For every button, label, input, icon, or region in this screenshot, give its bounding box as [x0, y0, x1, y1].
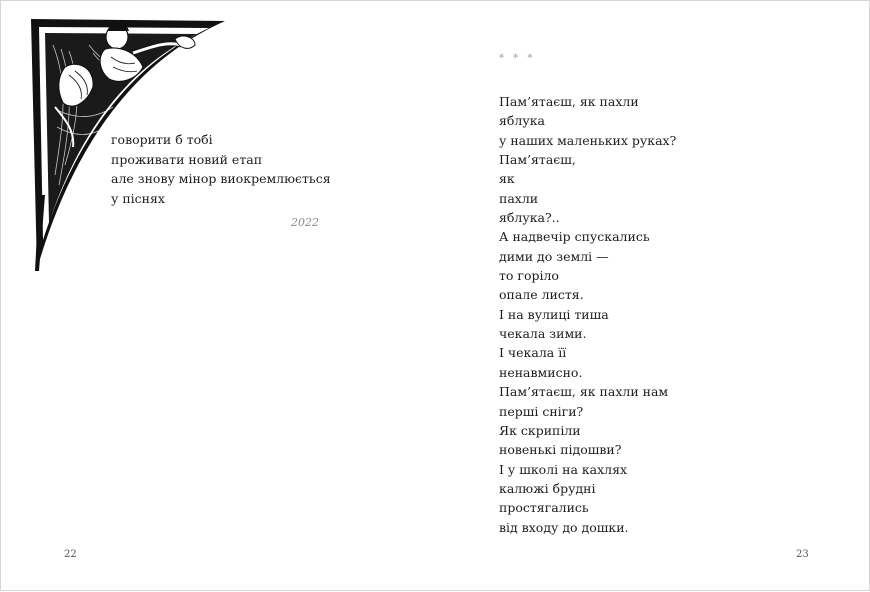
left-poem	[111, 130, 331, 208]
poem-line: говорити б тобі	[111, 132, 213, 147]
poem-line: ненавмисно.	[499, 364, 583, 380]
poem-line: яблука?..	[499, 210, 560, 226]
poem-line: простягались	[499, 500, 589, 516]
poem-line: А надвечір спускались	[499, 229, 650, 245]
poem-line: у наших маленьких руках?	[499, 132, 677, 148]
poem-line: то горіло	[499, 268, 559, 284]
right-poem	[499, 92, 676, 537]
poem-line: перші сніги?	[499, 403, 584, 419]
poem-line: новенькі підошви?	[499, 442, 622, 458]
poem-line: Пам’ятаєш, як пахли нам	[499, 384, 669, 400]
poem-line: чекала зими.	[499, 326, 587, 342]
poem-line: пахли	[499, 190, 539, 206]
poem-year: 2022	[291, 216, 319, 229]
left-page	[1, 1, 436, 592]
poem-line: опале листя.	[499, 287, 584, 303]
poem-line: яблука	[499, 113, 545, 129]
poem-line: але знову мінор виокремлюється	[111, 171, 331, 186]
page-number-right: 23	[796, 549, 809, 560]
poem-line: І на вулиці тиша	[499, 306, 609, 322]
page-number-left: 22	[64, 549, 77, 560]
poem-line: дими до землі —	[499, 248, 609, 264]
poem-line: Пам’ятаєш,	[499, 152, 576, 168]
poem-line: калюжі брудні	[499, 480, 596, 496]
poem-line: у піснях	[111, 190, 165, 206]
poem-line: Як скрипіли	[499, 422, 581, 438]
poem-line: проживати новий етап	[111, 151, 263, 167]
poem-line: І у школі на кахлях	[499, 461, 628, 477]
poem-line: Пам’ятаєш, як пахли	[499, 94, 639, 109]
section-mark: * * *	[499, 53, 536, 64]
poem-line: від входу до дошки.	[499, 519, 629, 535]
poem-line: як	[499, 171, 515, 187]
poem-line: І чекала її	[499, 345, 567, 361]
